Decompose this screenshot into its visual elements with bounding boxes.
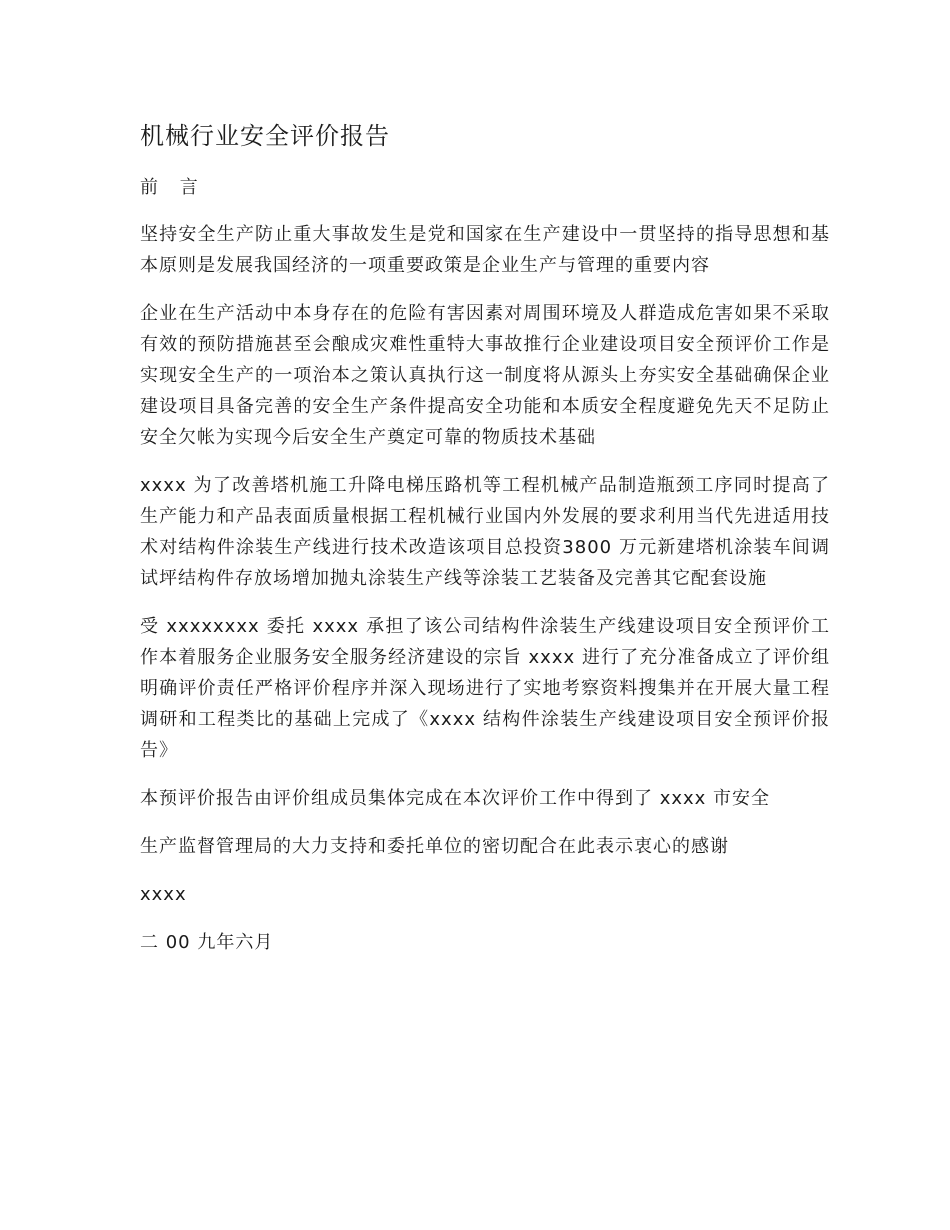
signature-date: 二 00 九年六月: [140, 932, 274, 953]
paragraph-4: 受 xxxxxxxx 委托 xxxx 承担了该公司结构件涂装生产线建设项目安全预评价工作本着服务企业服务安全服务经济建设的宗旨 xxxx 进行了充分准备成立了评价组明确评价责任严格评价程序并深入现场进行了实地考察资料搜集并在开展大量工程调研和工程类比的基础上完成了《xxxx 结构件涂装生产线建设项目安全预评价报告》: [140, 616, 830, 761]
section-heading: 前 言: [140, 177, 206, 198]
paragraph-6: 生产监督管理局的大力支持和委托单位的密切配合在此表示衷心的感谢: [140, 836, 729, 857]
paragraph-2: 企业在生产活动中本身存在的危险有害因素对周围环境及人群造成危害如果不采取有效的预防措施甚至会酿成灾难性重特大事故推行企业建设项目安全预评价工作是实现安全生产的一项治本之策认真执行这一制度将从源头上夯实安全基础确保企业建设项目具备完善的安全生产条件提高安全功能和本质安全程度避免先天不足防止安全欠帐为实现今后安全生产奠定可靠的物质技术基础: [140, 303, 830, 448]
signature-org: xxxx: [140, 884, 187, 905]
paragraph-5: 本预评价报告由评价组成员集体完成在本次评价工作中得到了 xxxx 市安全: [140, 788, 771, 809]
paragraph-3: xxxx 为了改善塔机施工升降电梯压路机等工程机械产品制造瓶颈工序同时提高了生产能力和产品表面质量根据工程机械行业国内外发展的要求利用当代先进适用技术对结构件涂装生产线进行技术改造该项目总投资3800 万元新建塔机涂装车间调试坪结构件存放场增加抛丸涂装生产线等涂装工艺装备及完善其它配套设施: [140, 475, 830, 589]
paragraph-1: 坚持安全生产防止重大事故发生是党和国家在生产建设中一贯坚持的指导思想和基本原则是发展我国经济的一项重要政策是企业生产与管理的重要内容: [140, 224, 830, 276]
document-title: 机械行业安全评价报告: [140, 122, 390, 150]
